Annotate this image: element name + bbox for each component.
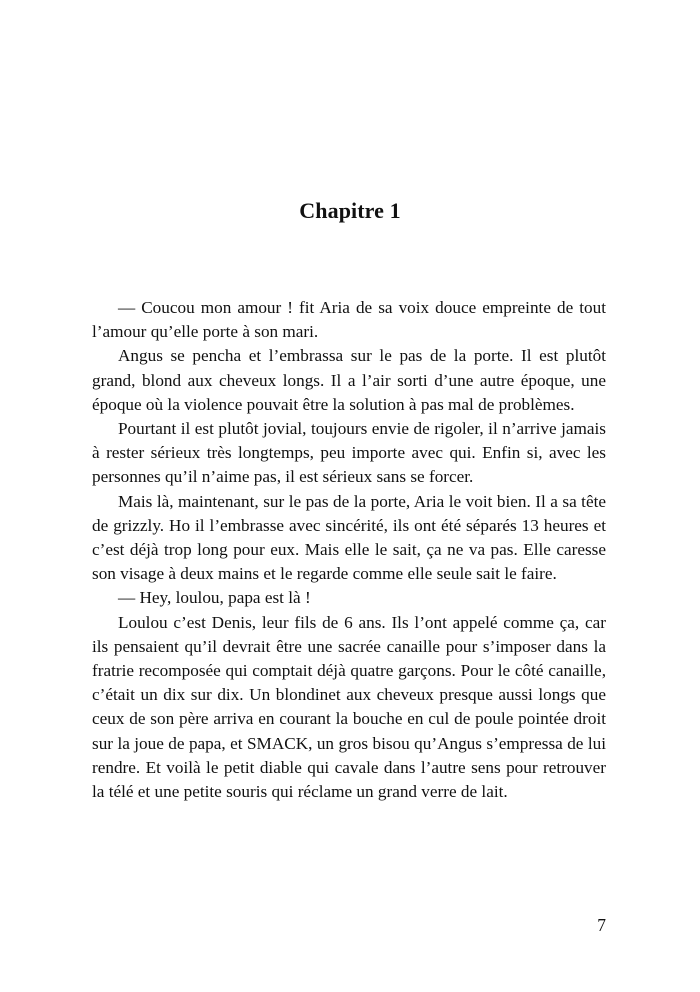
page-number: 7 [597,915,606,935]
chapter-body [92,296,606,804]
paragraph: — Coucou mon amour ! fit Aria de sa voix douce empreinte de tout l’amour qu’elle porte à son mari. [92,298,606,342]
paragraph: Loulou c’est Denis, leur fils de 6 ans. Ils l’ont appelé comme ça, car ils pensaient qu’il devrait être une sacrée canaille pour s’imposer dans la fratrie recomposée qui comptait déjà quatre garçons. Pour le côté canaille, c’était un dix sur dix. Un blondinet aux cheveux presque aussi longs que ceux de son père arriva en courant la bouche en cul de poule pointée droit sur la joue de papa, et SMACK, un gros bisou qu’Angus s’empressa de lui rendre. Et voilà le petit diable qui cavale dans l’autre sens pour retrouver la télé et une petite souris qui réclame un grand verre de lait. [92,612,606,802]
chapter-title: Chapitre 1 [299,198,401,223]
paragraph: Angus se pencha et l’embrassa sur le pas de la porte. Il est plutôt grand, blond aux cheveux longs. Il a l’air sorti d’une autre époque, une époque où la violence pouvait être la solution à pas mal de problèmes. [92,346,606,414]
paragraph: — Hey, loulou, papa est là ! [118,588,311,608]
paragraph: Pourtant il est plutôt jovial, toujours envie de rigoler, il n’arrive jamais à rester sérieux très longtemps, peu importe avec qui. Enfin si, avec les personnes qu’il n’aime pas, il est sérieux sans se forcer. [92,419,606,487]
paragraph: Mais là, maintenant, sur le pas de la porte, Aria le voit bien. Il a sa tête de grizzly. Ho il l’embrasse avec sincérité, ils ont été séparés 13 heures et c’est déjà trop long pour eux. Mais elle le sait, ça ne va pas. Elle caresse son visage à deux mains et le regarde comme elle seule sait le faire. [92,491,606,584]
